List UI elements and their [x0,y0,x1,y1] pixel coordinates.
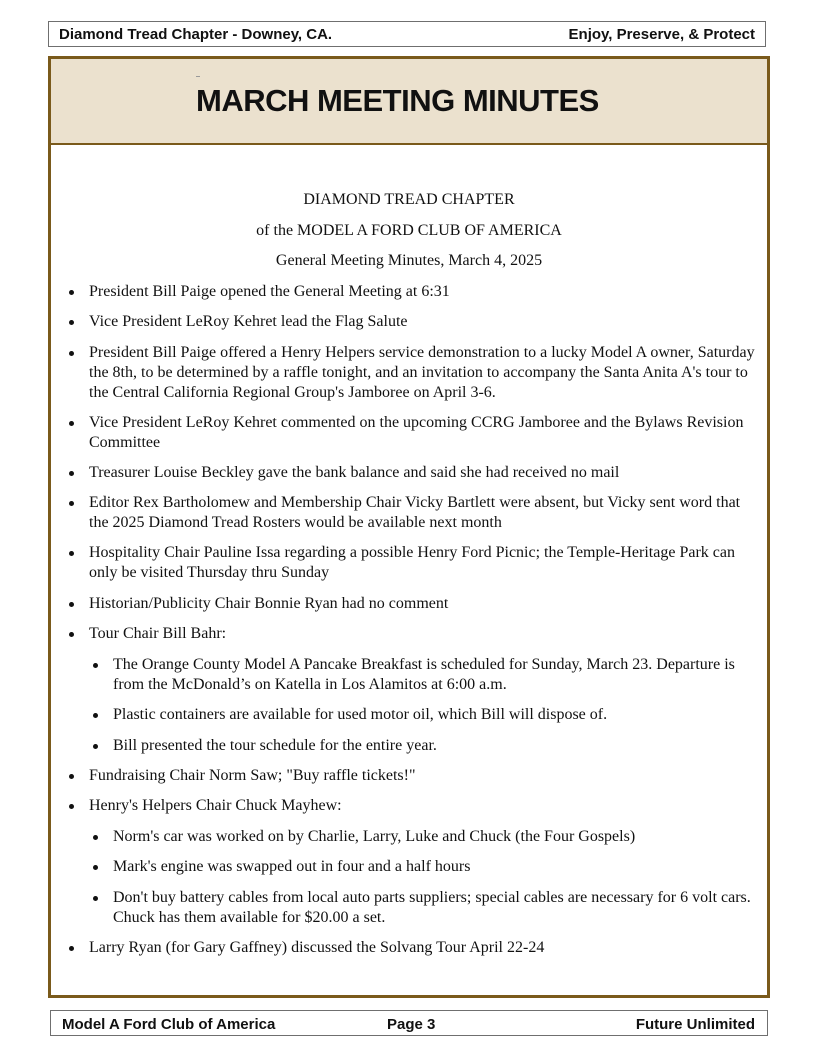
list-item: President Bill Paige offered a Henry Helpers service demonstration to a lucky Model A owner, Saturday the 8th, to be determined by a raffle tonight, and an invitation to accompany the Santa Anita A's tour to the Central California Regional Group's Jamboree on April 3-6. [89,343,759,403]
bullet-icon [93,713,98,718]
sub-list-item: Don't buy battery cables from local auto parts suppliers; special cables are necessary for 6 volt cars. Chuck has them available for $20.00 a set. [113,888,753,928]
bullet-icon [69,632,74,637]
sub-list-item: Mark's engine was swapped out in four and a half hours [113,857,753,877]
sub-list-item: The Orange County Model A Pancake Breakfast is scheduled for Sunday, March 23. Departure is from the McDonald’s on Katella in Los Alamitos at 6:00 a.m. [113,655,753,695]
list-item: Vice President LeRoy Kehret commented on the upcoming CCRG Jamboree and the Bylaws Revision Committee [89,413,759,453]
bullet-icon [93,896,98,901]
list-item: Tour Chair Bill Bahr: [89,624,759,644]
bullet-icon [69,351,74,356]
meeting-date-heading: General Meeting Minutes, March 4, 2025 [275,252,543,269]
page-footer [50,1010,768,1036]
bullet-icon [93,865,98,870]
page-header [48,21,766,47]
bullet-icon [69,804,74,809]
sub-list-item: Bill presented the tour schedule for the entire year. [113,736,753,756]
bullet-icon [69,946,74,951]
header-chapter-name: Diamond Tread Chapter - Downey, CA. [59,25,333,43]
bullet-icon [69,471,74,476]
list-item: Fundraising Chair Norm Saw; "Buy raffle tickets!" [89,766,759,786]
chapter-heading: DIAMOND TREAD CHAPTER [303,191,515,208]
title-band-tick [196,76,200,77]
list-item: Historian/Publicity Chair Bonnie Ryan had no comment [89,594,759,614]
sub-list-item: Norm's car was worked on by Charlie, Larry, Luke and Chuck (the Four Gospels) [113,827,753,847]
page-title: MARCH MEETING MINUTES [196,83,599,118]
list-item: Editor Rex Bartholomew and Membership Chair Vicky Bartlett were absent, but Vicky sent word that the 2025 Diamond Tread Rosters would be available next month [89,493,759,533]
bullet-icon [69,551,74,556]
bullet-icon [69,421,74,426]
list-item: President Bill Paige opened the General Meeting at 6:31 [89,282,759,302]
bullet-icon [69,290,74,295]
bullet-icon [69,501,74,506]
list-item: Larry Ryan (for Gary Gaffney) discussed the Solvang Tour April 22-24 [89,938,759,958]
header-motto: Enjoy, Preserve, & Protect [568,25,755,43]
minutes-frame [48,56,770,998]
footer-tagline: Future Unlimited [635,1016,755,1033]
list-item: Hospitality Chair Pauline Issa regarding a possible Henry Ford Picnic; the Temple-Heritage Park can only be visited Thursday thru Sunday [89,543,759,583]
page-number: Page 3 [387,1016,436,1033]
footer-club-name: Model A Ford Club of America [62,1016,276,1033]
list-item: Henry's Helpers Chair Chuck Mayhew: [89,796,759,816]
title-band [51,59,767,145]
bullet-icon [93,835,98,840]
bullet-icon [93,744,98,749]
bullet-icon [69,774,74,779]
bullet-icon [69,602,74,607]
bullet-icon [69,320,74,325]
list-item: Treasurer Louise Beckley gave the bank balance and said she had received no mail [89,463,759,483]
sub-list-item: Plastic containers are available for used motor oil, which Bill will dispose of. [113,705,753,725]
club-heading: of the MODEL A FORD CLUB OF AMERICA [256,222,562,239]
list-item: Vice President LeRoy Kehret lead the Flag Salute [89,312,759,332]
bullet-icon [93,663,98,668]
